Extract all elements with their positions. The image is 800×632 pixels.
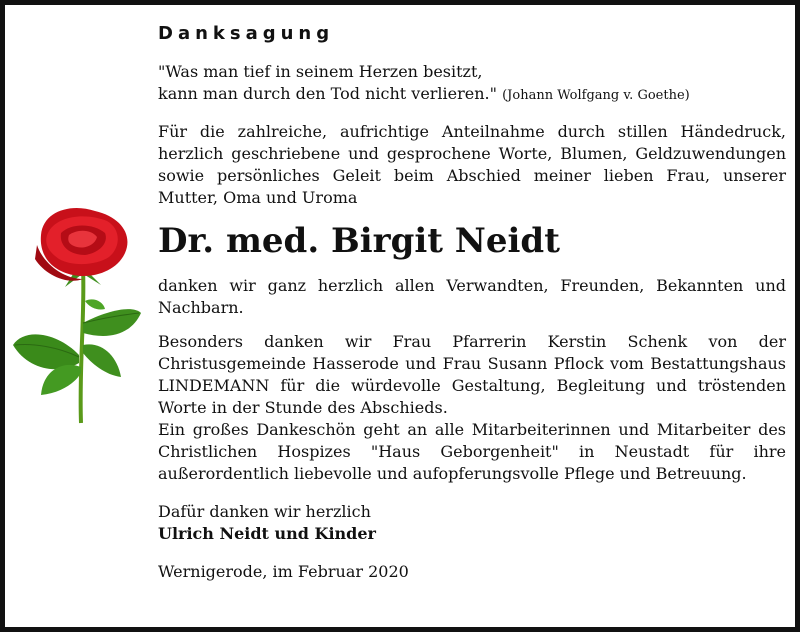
- quote-line-1: "Was man tief in seinem Herzen besitzt,: [158, 62, 483, 81]
- quote-line-2: [158, 83, 786, 107]
- thanks-pastor-paragraph: Besonders danken wir Frau Pfarrerin Kerstin Schenk von der Christusgemeinde Hasserode und Frau Susann Pflock vom Bestattungshaus LINDEMANN für die würdevolle Gestaltung, Begleitung und tröstenden Worte in der Stunde des Abschieds.: [158, 332, 786, 417]
- thanks-intro-paragraph: Für die zahlreiche, aufrichtige Anteilnahme durch stillen Händedruck, herzlich geschriebene und gesprochene Worte, Blumen, Geldzuwendungen sowie persönliches Geleit beim Abschied meiner lieben Frau, unserer Mutter, Oma und Uroma: [158, 122, 786, 207]
- signature: Ulrich Neidt und Kinder: [158, 524, 376, 543]
- notice-content: [158, 23, 786, 583]
- closing-line: Dafür danken wir herzlich: [158, 502, 371, 521]
- notice-heading: Danksagung: [158, 23, 335, 44]
- deceased-name: Dr. med. Birgit Neidt: [158, 221, 560, 261]
- goethe-quote: [158, 61, 786, 107]
- red-rose-image: [13, 205, 143, 427]
- quote-author: (Johann Wolfgang v. Goethe): [502, 88, 690, 103]
- place-date: Wernigerode, im Februar 2020: [158, 562, 409, 581]
- quote-line-2-text: kann man durch den Tod nicht verlieren.": [158, 84, 497, 103]
- thanks-hospice-paragraph: Ein großes Dankeschön geht an alle Mitarbeiterinnen und Mitarbeiter des Christlichen Hospizes "Haus Geborgenheit" in Neustadt für ihre außerordentlich liebevolle und aufopferungsvolle Pflege und Betreuung.: [158, 420, 786, 483]
- thanks-relatives-paragraph: danken wir ganz herzlich allen Verwandten, Freunden, Bekannten und Nachbarn.: [158, 276, 786, 317]
